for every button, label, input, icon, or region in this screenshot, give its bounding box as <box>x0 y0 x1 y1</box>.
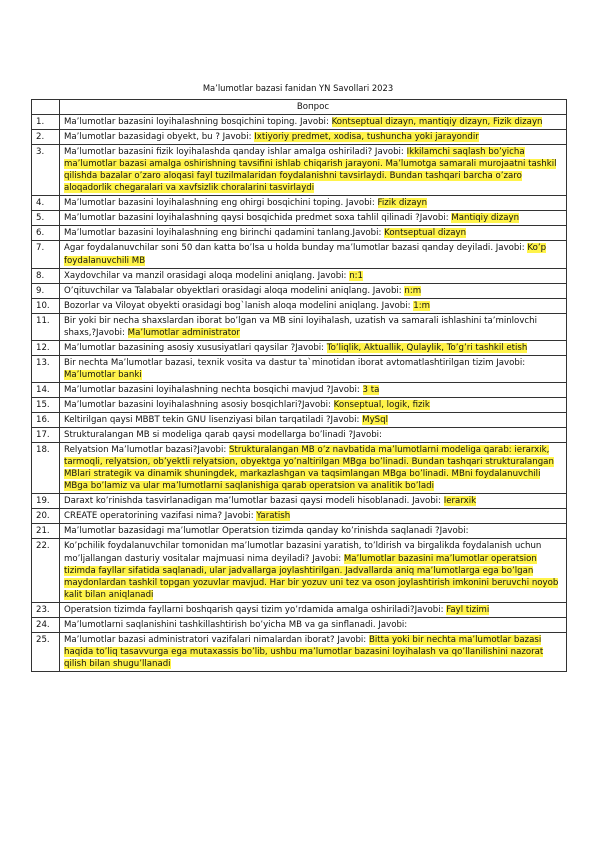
answer-highlight: To’liqlik, Aktuallik, Qulaylik, To’g’ri tashkil etish <box>326 342 528 353</box>
question-text: Ma’lumotlar bazasini loyihalashning nechta bosqichi mavjud ?Javobi: <box>64 384 363 395</box>
questions-body <box>32 115 567 672</box>
table-row <box>32 413 567 428</box>
answer-highlight: Ma’lumotlar administrator <box>127 327 240 338</box>
question-text: Strukturalangan MB si modeliga qarab qaysi modellarga bo’linadi ?Javobi: <box>64 430 382 441</box>
question-text: Xaydovchilar va manzil orasidagi aloqa modelini aniqlang. Javobi: <box>64 270 350 281</box>
table-row <box>32 283 567 298</box>
questions-table <box>31 99 567 672</box>
table-row <box>32 428 567 443</box>
question-number: 25. <box>32 632 60 671</box>
header-question-cell: Вопрос <box>60 100 567 115</box>
table-row <box>32 602 567 617</box>
question-cell <box>60 145 567 196</box>
table-row <box>32 632 567 671</box>
table-row <box>32 313 567 340</box>
table-row <box>32 443 567 494</box>
table-row <box>32 268 567 283</box>
table-row <box>32 509 567 524</box>
answer-highlight: Fayl tizimi <box>446 604 490 615</box>
question-cell <box>60 283 567 298</box>
question-number: 5. <box>32 211 60 226</box>
answer-highlight: Ikkilamchi saqlash bo’yicha ma’lumotlar bazasi amalga oshirishning tavsifini ishlab chiqarish jarayoni. Ma’lumotga samarali murojaatni tashkil qilishda bazalar o’zaro aloqasi fayl tuzilmalaridan foydalanishni tavsirlaydi. Bundan tashqari barcha o’zaro aloqadorlik chegaralari va xavfsizlik choralarini tasvirlaydi <box>64 147 557 194</box>
answer-highlight: n:1 <box>349 270 363 281</box>
answer-highlight: Ierarxik <box>443 496 477 507</box>
question-text: Bozorlar va Viloyat obyekti orasidagi bog`lanish aloqa modelini aniqlang. Javobi: <box>64 300 414 311</box>
question-text: Ma’lumotlar bazasini fizik loyihalashda qanday ishlar amalga oshiriladi? Javobi: <box>64 147 407 158</box>
question-cell <box>60 115 567 130</box>
table-row <box>32 145 567 196</box>
answer-highlight: Strukturalangan MB o’z navbatida ma’lumotlarni modeliga qarab: ierarxik, tarmoqli, relyatsion, ob’yektli relyatsion, obyektga yo’naltirilgan MBga bo’linadi. Bundan tashqari strukturalangan MBlari strategik va dinamik shuningdek, markazlashgan va taqsimlangan MBga bo’linadi. MBni foydalanuvchili MBga bo’lamiz va ular ma’lumotlarni saqlanishiga qarab operatsion va analitik bo’ladi <box>64 445 554 492</box>
table-row <box>32 241 567 268</box>
header-number-cell <box>32 100 60 115</box>
question-number: 12. <box>32 340 60 355</box>
question-text: Operatsion tizimda fayllarni boshqarish qaysi tizim yo’rdamida amalga oshiriladi?Javobi: <box>64 604 447 615</box>
answer-highlight: Konseptual, logik, fizik <box>333 399 430 410</box>
table-row <box>32 524 567 539</box>
answer-highlight: Ma’lumotlar banki <box>64 369 142 380</box>
question-cell <box>60 340 567 355</box>
table-row <box>32 382 567 397</box>
question-text: CREATE operatorining vazifasi nima? Javobi: <box>64 511 257 522</box>
question-number: 17. <box>32 428 60 443</box>
question-cell <box>60 632 567 671</box>
question-number: 4. <box>32 196 60 211</box>
question-number: 21. <box>32 524 60 539</box>
question-cell <box>60 211 567 226</box>
answer-highlight: Ixtiyoriy predmet, xodisa, tushuncha yoki jarayondir <box>254 132 479 143</box>
question-cell <box>60 382 567 397</box>
question-text: Ma’lumotlarni saqlanishini tashkillashtirish bo’yicha MB va ga sinflanadi. Javobi: <box>64 619 408 630</box>
question-cell <box>60 617 567 632</box>
question-cell <box>60 241 567 268</box>
table-row <box>32 355 567 382</box>
question-text: Daraxt ko’rinishda tasvirlanadigan ma’lumotlar bazasi qaysi modeli hisoblanadi. Javobi: <box>64 496 444 507</box>
question-text: Ma’lumotlar bazasi administratori vazifalari nimalardan iborat? Javobi: <box>64 634 369 645</box>
question-number: 8. <box>32 268 60 283</box>
question-number: 13. <box>32 355 60 382</box>
table-header-row <box>32 100 567 115</box>
question-cell <box>60 509 567 524</box>
answer-highlight: Mantiqiy dizayn <box>451 213 520 224</box>
question-number: 9. <box>32 283 60 298</box>
answer-highlight: n:m <box>404 285 422 296</box>
question-cell <box>60 413 567 428</box>
answer-highlight: Bitta yoki bir nechta ma’lumotlar bazasi haqida to’liq tasavvurga ega mutaxassis bo’lib, ushbu ma’lumotlar bazasini loyihalash va qo’llanilishini nazorat qilish bilan shugu’llanadi <box>64 634 544 669</box>
question-text: Ma’lumotlar bazasining asosiy xususiyatlari qaysilar ?Javobi: <box>64 342 327 353</box>
question-cell <box>60 524 567 539</box>
question-cell <box>60 130 567 145</box>
question-text: Ma’lumotlar bazasidagi ma’lumotlar Operatsion tizimda qanday ko’rinishda saqlanadi ?Javobi: <box>64 526 469 537</box>
answer-highlight: MySql <box>362 415 388 426</box>
question-number: 16. <box>32 413 60 428</box>
question-cell <box>60 443 567 494</box>
question-cell <box>60 494 567 509</box>
question-number: 6. <box>32 226 60 241</box>
answer-highlight: Kontseptual dizayn <box>384 228 467 239</box>
question-text: Ko’pchilik foydalanuvchilar tomonidan ma’lumotlar bazasini yaratish, to’ldirish va birgalikda foydalanish uchun mo’ljallangan dasturiy vositalar majmuasi nima deyiladi? Javobi: <box>64 541 542 564</box>
table-row <box>32 115 567 130</box>
question-text: Ma’lumotlar bazasidagi obyekt, bu ? Javobi: <box>64 132 255 143</box>
table-row <box>32 130 567 145</box>
question-text: Ma’lumotlar bazasini loyihalashning asosiy bosqichlari?Javobi: <box>64 399 334 410</box>
question-number: 14. <box>32 382 60 397</box>
question-number: 11. <box>32 313 60 340</box>
question-text: Ma’lumotlar bazasini loyihalashning eng ohirgi bosqichini toping. Javobi: <box>64 198 378 209</box>
answer-highlight: Kontseptual dizayn, mantiqiy dizayn, Fizik dizayn <box>331 117 543 128</box>
question-text: O’qituvchilar va Talabalar obyektlari orasidagi aloqa modelini aniqlang. Javobi: <box>64 285 405 296</box>
question-text: Agar foydalanuvchilar soni 50 dan katta bo’lsa u holda bunday ma’lumotlar bazasi qanday deyiladi. Javobi: <box>64 243 528 254</box>
table-row <box>32 494 567 509</box>
table-row <box>32 397 567 412</box>
answer-highlight: Fizik dizayn <box>377 198 428 209</box>
question-cell <box>60 355 567 382</box>
question-number: 1. <box>32 115 60 130</box>
answer-highlight: 3 ta <box>362 384 380 395</box>
question-text: Ma’lumotlar bazasini loyihalashning eng birinchi qadamini tanlang.Javobi: <box>64 228 385 239</box>
table-row <box>32 617 567 632</box>
question-number: 2. <box>32 130 60 145</box>
question-cell <box>60 226 567 241</box>
question-number: 22. <box>32 539 60 602</box>
question-cell <box>60 397 567 412</box>
answer-highlight: Yaratish <box>256 511 291 522</box>
answer-highlight: 1:m <box>413 300 431 311</box>
table-row <box>32 211 567 226</box>
question-cell <box>60 313 567 340</box>
question-cell <box>60 602 567 617</box>
question-number: 20. <box>32 509 60 524</box>
table-row <box>32 539 567 602</box>
question-cell <box>60 539 567 602</box>
answer-highlight: Ko’p foydalanuvchili MB <box>64 243 547 266</box>
question-number: 7. <box>32 241 60 268</box>
question-cell <box>60 196 567 211</box>
question-number: 23. <box>32 602 60 617</box>
question-number: 10. <box>32 298 60 313</box>
answer-highlight: Ma’lumotlar bazasini ma’lumotlar operatsion tizimda fayllar sifatida saqlanadi, ular jadvallarga joylashtirilgan. Jadvallarda aniq ma’lumotlarga ega bo’lgan maydonlardan tashkil topgan yozuvlar mavjud. Har bir yozuv uni tez va oson joylashtirish imkonini beruvchi noyob kalit bilan aniqlanadi <box>64 553 559 600</box>
question-text: Bir nechta Ma’lumotlar bazasi, texnik vosita va dastur ta`minotidan iborat avtomatlashtirilgan tizim Javobi: <box>64 357 526 368</box>
question-number: 3. <box>32 145 60 196</box>
question-cell <box>60 298 567 313</box>
table-row <box>32 298 567 313</box>
question-cell <box>60 428 567 443</box>
question-number: 18. <box>32 443 60 494</box>
table-row <box>32 226 567 241</box>
question-cell <box>60 268 567 283</box>
question-number: 19. <box>32 494 60 509</box>
question-number: 24. <box>32 617 60 632</box>
question-number: 15. <box>32 397 60 412</box>
table-row <box>32 340 567 355</box>
question-text: Ma’lumotlar bazasini loyihalashning qaysi bosqichida predmet soxa tahlil qilinadi ?Javobi: <box>64 213 452 224</box>
document-title: Ma’lumotlar bazasi fanidan YN Savollari 2023 <box>202 83 394 93</box>
question-text: Ma’lumotlar bazasini loyihalashning bosqichini toping. Javobi: <box>64 117 332 128</box>
question-text: Keltirilgan qaysi MBBT tekin GNU lisenziyasi bilan tarqatiladi ?Javobi: <box>64 415 363 426</box>
table-row <box>32 196 567 211</box>
question-text: Relyatsion Ma’lumotlar bazasi?Javobi: <box>64 445 229 456</box>
question-text: Bir yoki bir necha shaxslardan iborat bo’lgan va MB sini loyihalash, uzatish va samarali ishlashini ta’minlovchi shaxs,?Javobi: <box>64 315 537 338</box>
